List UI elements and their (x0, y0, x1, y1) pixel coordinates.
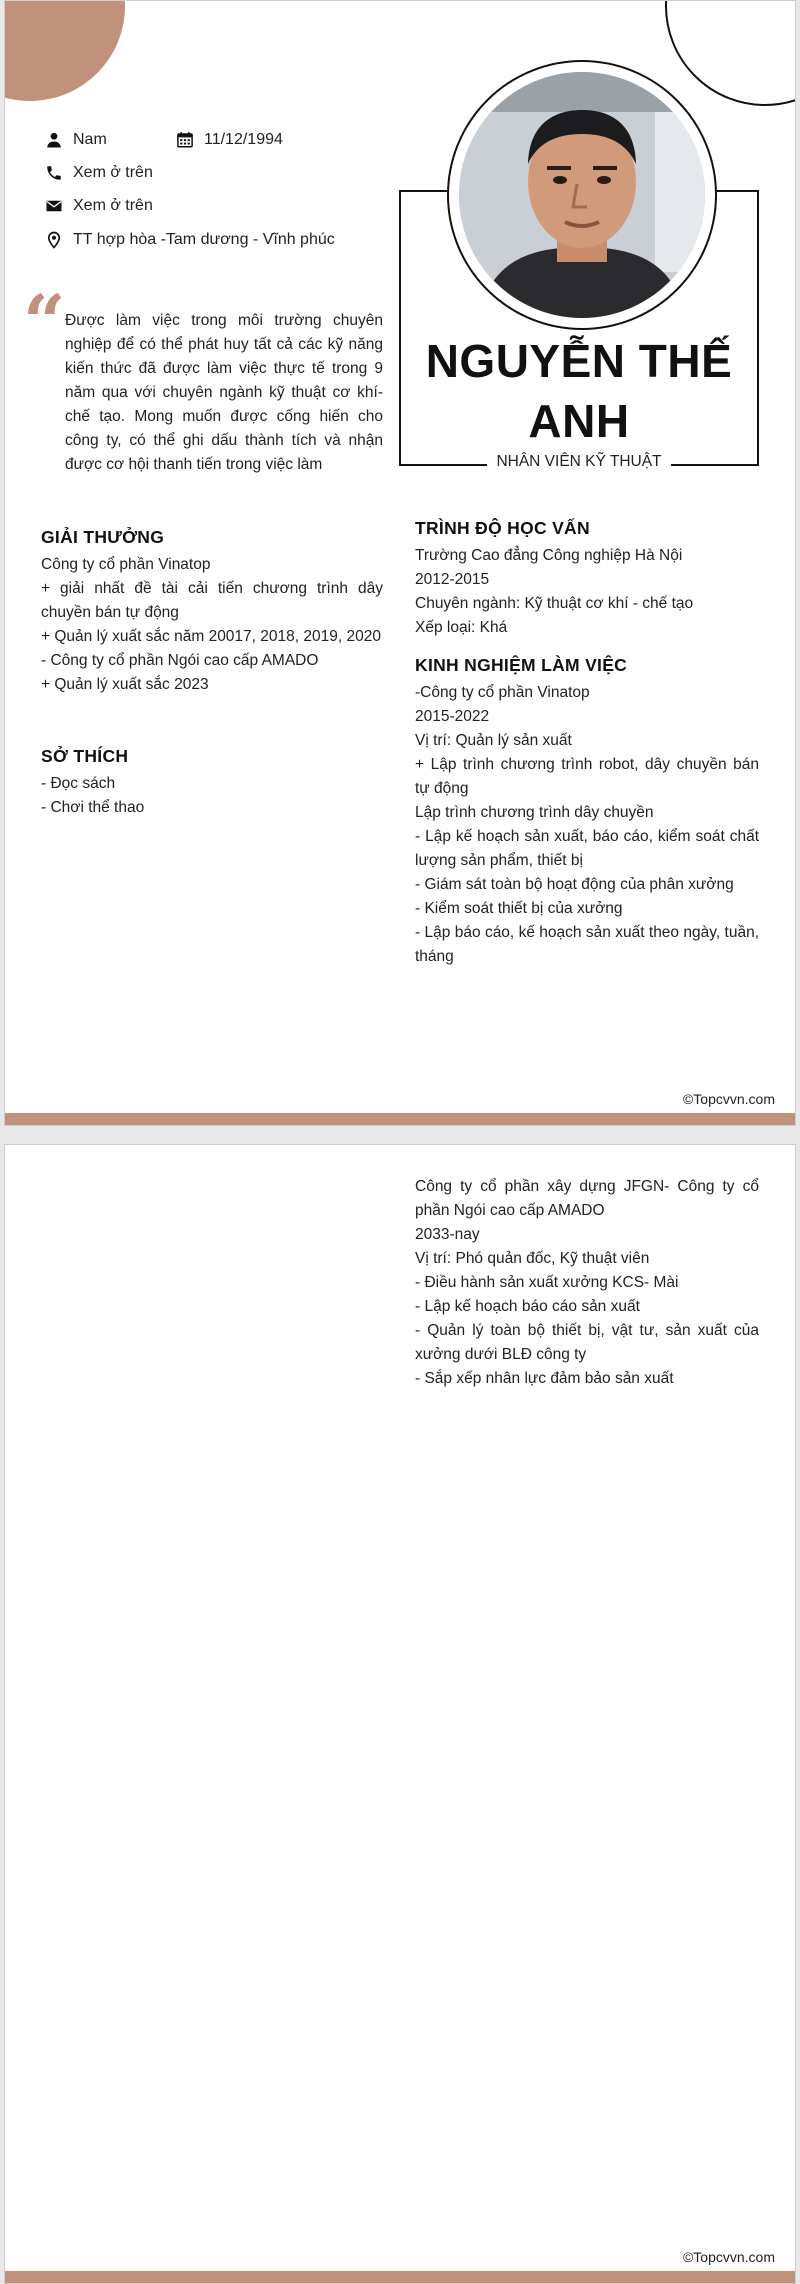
experience-list-continued (415, 1175, 759, 1391)
name-line-2: ANH (528, 395, 630, 447)
bottom-accent-bar (5, 1113, 795, 1125)
list-item: - Công ty cổ phần Ngói cao cấp AMADO (41, 652, 319, 669)
list-item: - Sắp xếp nhân lực đảm bảo sản xuất (415, 1370, 674, 1387)
address-value: TT hợp hòa -Tam dương - Vĩnh phúc (73, 231, 335, 248)
list-item: - Lập kế hoạch sản xuất, báo cáo, kiểm soát chất lượng sản phẩm, thiết bị (415, 828, 759, 869)
candidate-name (403, 331, 755, 451)
birthday-value: 11/12/1994 (204, 131, 283, 148)
list-item: - Lập báo cáo, kế hoạch sản xuất theo ngày, tuần, tháng (415, 924, 759, 965)
calendar-icon (176, 131, 194, 149)
list-item: - Chơi thể thao (41, 799, 145, 816)
list-item: - Đọc sách (41, 775, 116, 792)
list-item: Vị trí: Phó quản đốc, Kỹ thuật viên (415, 1250, 650, 1267)
contact-birthday (176, 131, 283, 149)
list-item: + giải nhất đề tài cải tiến chương trình dây chuyền bán tự động (41, 580, 383, 621)
phone-value: Xem ở trên (73, 164, 153, 181)
education-list (415, 544, 759, 640)
list-item: Công ty cổ phần xây dựng JFGN- Công ty cổ phần Ngói cao cấp AMADO (415, 1178, 759, 1219)
resume-page-2 (4, 1144, 796, 2284)
awards-list (41, 553, 383, 697)
location-pin-icon (45, 231, 63, 249)
list-item: -Công ty cổ phần Vinatop (415, 684, 590, 701)
envelope-icon (45, 197, 63, 215)
avatar (459, 72, 705, 318)
contact-address (45, 231, 335, 249)
person-icon (45, 131, 63, 149)
email-value: Xem ở trên (73, 197, 153, 214)
quote-icon: “ (23, 280, 66, 366)
job-title: NHÂN VIÊN KỸ THUẬT (487, 450, 671, 474)
list-item: + Lập trình chương trình robot, dây chuyền bán tự động (415, 756, 759, 797)
list-item: Lập trình chương trình dây chuyền (415, 804, 654, 821)
list-item: Chuyên ngành: Kỹ thuật cơ khí - chế tạo (415, 595, 694, 612)
footer-credit: ©Topcvvn.com (682, 2249, 775, 2265)
hobbies-heading: SỞ THÍCH (41, 746, 129, 766)
list-item: 2033-nay (415, 1226, 480, 1243)
phone-icon (45, 164, 63, 182)
decorative-circle (4, 0, 125, 101)
list-item: Trường Cao đẳng Công nghiệp Hà Nội (415, 547, 683, 564)
resume-page-1 (4, 0, 796, 1126)
contact-email (45, 197, 153, 215)
list-item: Xếp loại: Khá (415, 619, 508, 636)
awards-heading: GIẢI THƯỞNG (41, 527, 165, 547)
footer-credit: ©Topcvvn.com (682, 1091, 775, 1107)
career-objective: Được làm việc trong môi trường chuyên nghiệp để có thể phát huy tất cả các kỹ năng kiến thức đã được làm việc thực tế trong 9 năm qua với chuyên ngành kỹ thuật cơ khí-chế tạo. Mong muốn được cống hiến cho công ty, có thể ghi dấu thành tích và nhận được cơ hội thanh tiến trong việc làm (65, 312, 383, 473)
experience-heading: KINH NGHIỆM LÀM VIỆC (415, 655, 628, 675)
education-heading: TRÌNH ĐỘ HỌC VẤN (415, 518, 590, 538)
list-item: - Quản lý toàn bộ thiết bị, vật tư, sản xuất của xưởng dưới BLĐ công ty (415, 1322, 759, 1363)
list-item: + Quản lý xuất sắc 2023 (41, 676, 209, 693)
contact-phone (45, 164, 153, 182)
list-item: 2012-2015 (415, 571, 490, 588)
list-item: - Giám sát toàn bộ hoạt động của phân xưởng (415, 876, 734, 893)
bottom-accent-bar (5, 2271, 795, 2283)
avatar-frame (447, 60, 717, 330)
experience-list (415, 681, 759, 969)
hobbies-list (41, 772, 383, 820)
gender-value: Nam (73, 131, 107, 148)
list-item: 2015-2022 (415, 708, 490, 725)
list-item: Vị trí: Quản lý sản xuất (415, 732, 572, 749)
name-line-1: NGUYỄN THẾ (425, 335, 733, 387)
list-item: - Lập kế hoạch báo cáo sản xuất (415, 1298, 640, 1315)
decorative-ring (665, 0, 796, 106)
list-item: - Kiểm soát thiết bị của xưởng (415, 900, 623, 917)
contact-gender (45, 131, 107, 149)
portrait-image (459, 72, 705, 318)
list-item: + Quản lý xuất sắc năm 20017, 2018, 2019, 2020 (41, 628, 381, 645)
list-item: - Điều hành sản xuất xưởng KCS- Mài (415, 1274, 679, 1291)
list-item: Công ty cổ phần Vinatop (41, 556, 211, 573)
